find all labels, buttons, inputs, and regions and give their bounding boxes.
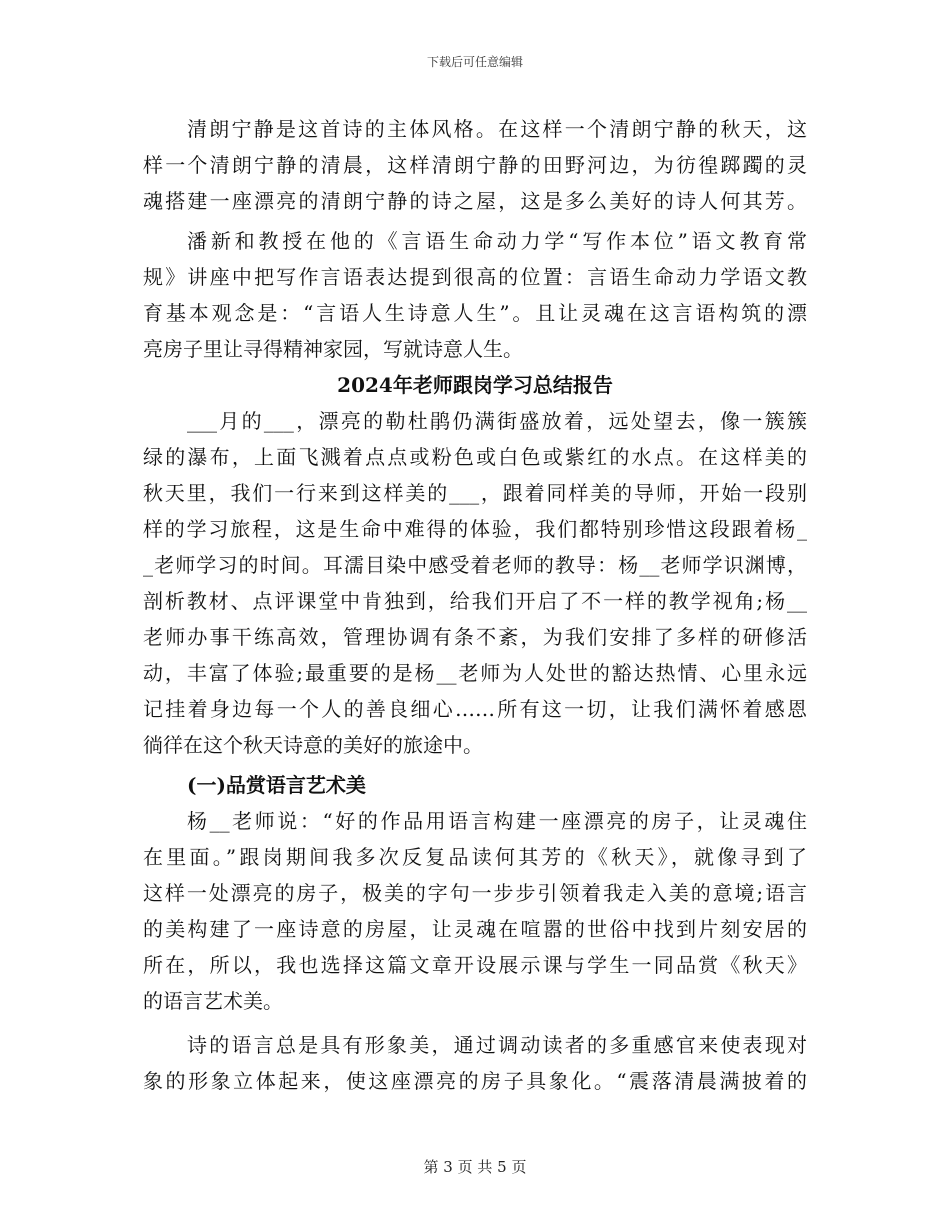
paragraph-line: 魂搭建一座漂亮的清朗宁静的诗之屋，这是多么美好的诗人何其芳。 — [143, 189, 807, 213]
page-footer: 第 3 页 共 5 页 — [423, 1158, 527, 1176]
paragraph-line: 动，丰富了体验;最重要的是杨__老师为人处世的豁达热情、心里永远 — [143, 661, 807, 685]
paragraph-line: 潘新和教授在他的《言语生命动力学“写作本位”语文教育常 — [187, 229, 807, 253]
section-heading: (一)品赏语言艺术美 — [187, 773, 366, 797]
paragraph-line: 剖析教材、点评课堂中肯独到，给我们开启了不一样的教学视角;杨__ — [143, 589, 807, 613]
paragraph-line: 绿的瀑布，上面飞溅着点点或粉色或白色或紫红的水点。在这样美的 — [143, 445, 807, 469]
paragraph-line: 亮房子里让寻得精神家园，写就诗意人生。 — [143, 337, 523, 361]
paragraph-line: 杨__老师说：“好的作品用语言构建一座漂亮的房子，让灵魂住 — [187, 809, 807, 833]
paragraph-line: 的美构建了一座诗意的房屋，让灵魂在喧嚣的世俗中找到片刻安居的 — [143, 917, 807, 941]
document-body — [143, 111, 807, 1099]
paragraph-line: 老师办事干练高效，管理协调有条不紊，为我们安排了多样的研修活 — [143, 625, 807, 649]
paragraph-line: 这样一处漂亮的房子，极美的字句一步步引领着我走入美的意境;语言 — [143, 881, 807, 905]
paragraph-line: ___月的___，漂亮的勒杜鹃仍满街盛放着，远处望去，像一簇簇 — [187, 409, 807, 433]
paragraph-line: 在里面。”跟岗期间我多次反复品读何其芳的《秋天》，就像寻到了 — [143, 845, 807, 869]
paragraph-line: 象的形象立体起来，使这座漂亮的房子具象化。“震落清晨满披着的 — [143, 1069, 807, 1093]
paragraph-line: 所在，所以，我也选择这篇文章开设展示课与学生一同品赏《秋天》 — [143, 953, 807, 977]
paragraph-line: 的语言艺术美。 — [143, 989, 283, 1013]
paragraph-line: 清朗宁静是这首诗的主体风格。在这样一个清朗宁静的秋天，这 — [187, 117, 807, 141]
paragraph-line: 育基本观念是：“言语人生诗意人生”。且让灵魂在这言语构筑的漂 — [143, 301, 807, 325]
page-header: 下载后可任意编辑 — [426, 55, 523, 69]
paragraph-line: 规》讲座中把写作言语表达提到很高的位置：言语生命动力学语文教 — [143, 265, 807, 289]
paragraph-line: 诗的语言总是具有形象美，通过调动读者的多重感官来使表现对 — [187, 1033, 807, 1057]
paragraph-line: 记挂着身边每一个人的善良细心……所有这一切，让我们满怀着感恩 — [143, 697, 807, 721]
paragraph-line: 样的学习旅程，这是生命中难得的体验，我们都特别珍惜这段跟着杨_ — [143, 517, 807, 541]
paragraph-line: 秋天里，我们一行来到这样美的___，跟着同样美的导师，开始一段别 — [143, 481, 807, 505]
paragraph-line: 样一个清朗宁静的清晨，这样清朗宁静的田野河边，为彷徨踯躅的灵 — [143, 153, 807, 177]
paragraph-line: 徜徉在这个秋天诗意的美好的旅途中。 — [143, 733, 483, 757]
report-title: 2024年老师跟岗学习总结报告 — [337, 373, 613, 397]
paragraph-line: _老师学习的时间。耳濡目染中感受着老师的教导：杨__老师学识渊博， — [143, 553, 807, 577]
